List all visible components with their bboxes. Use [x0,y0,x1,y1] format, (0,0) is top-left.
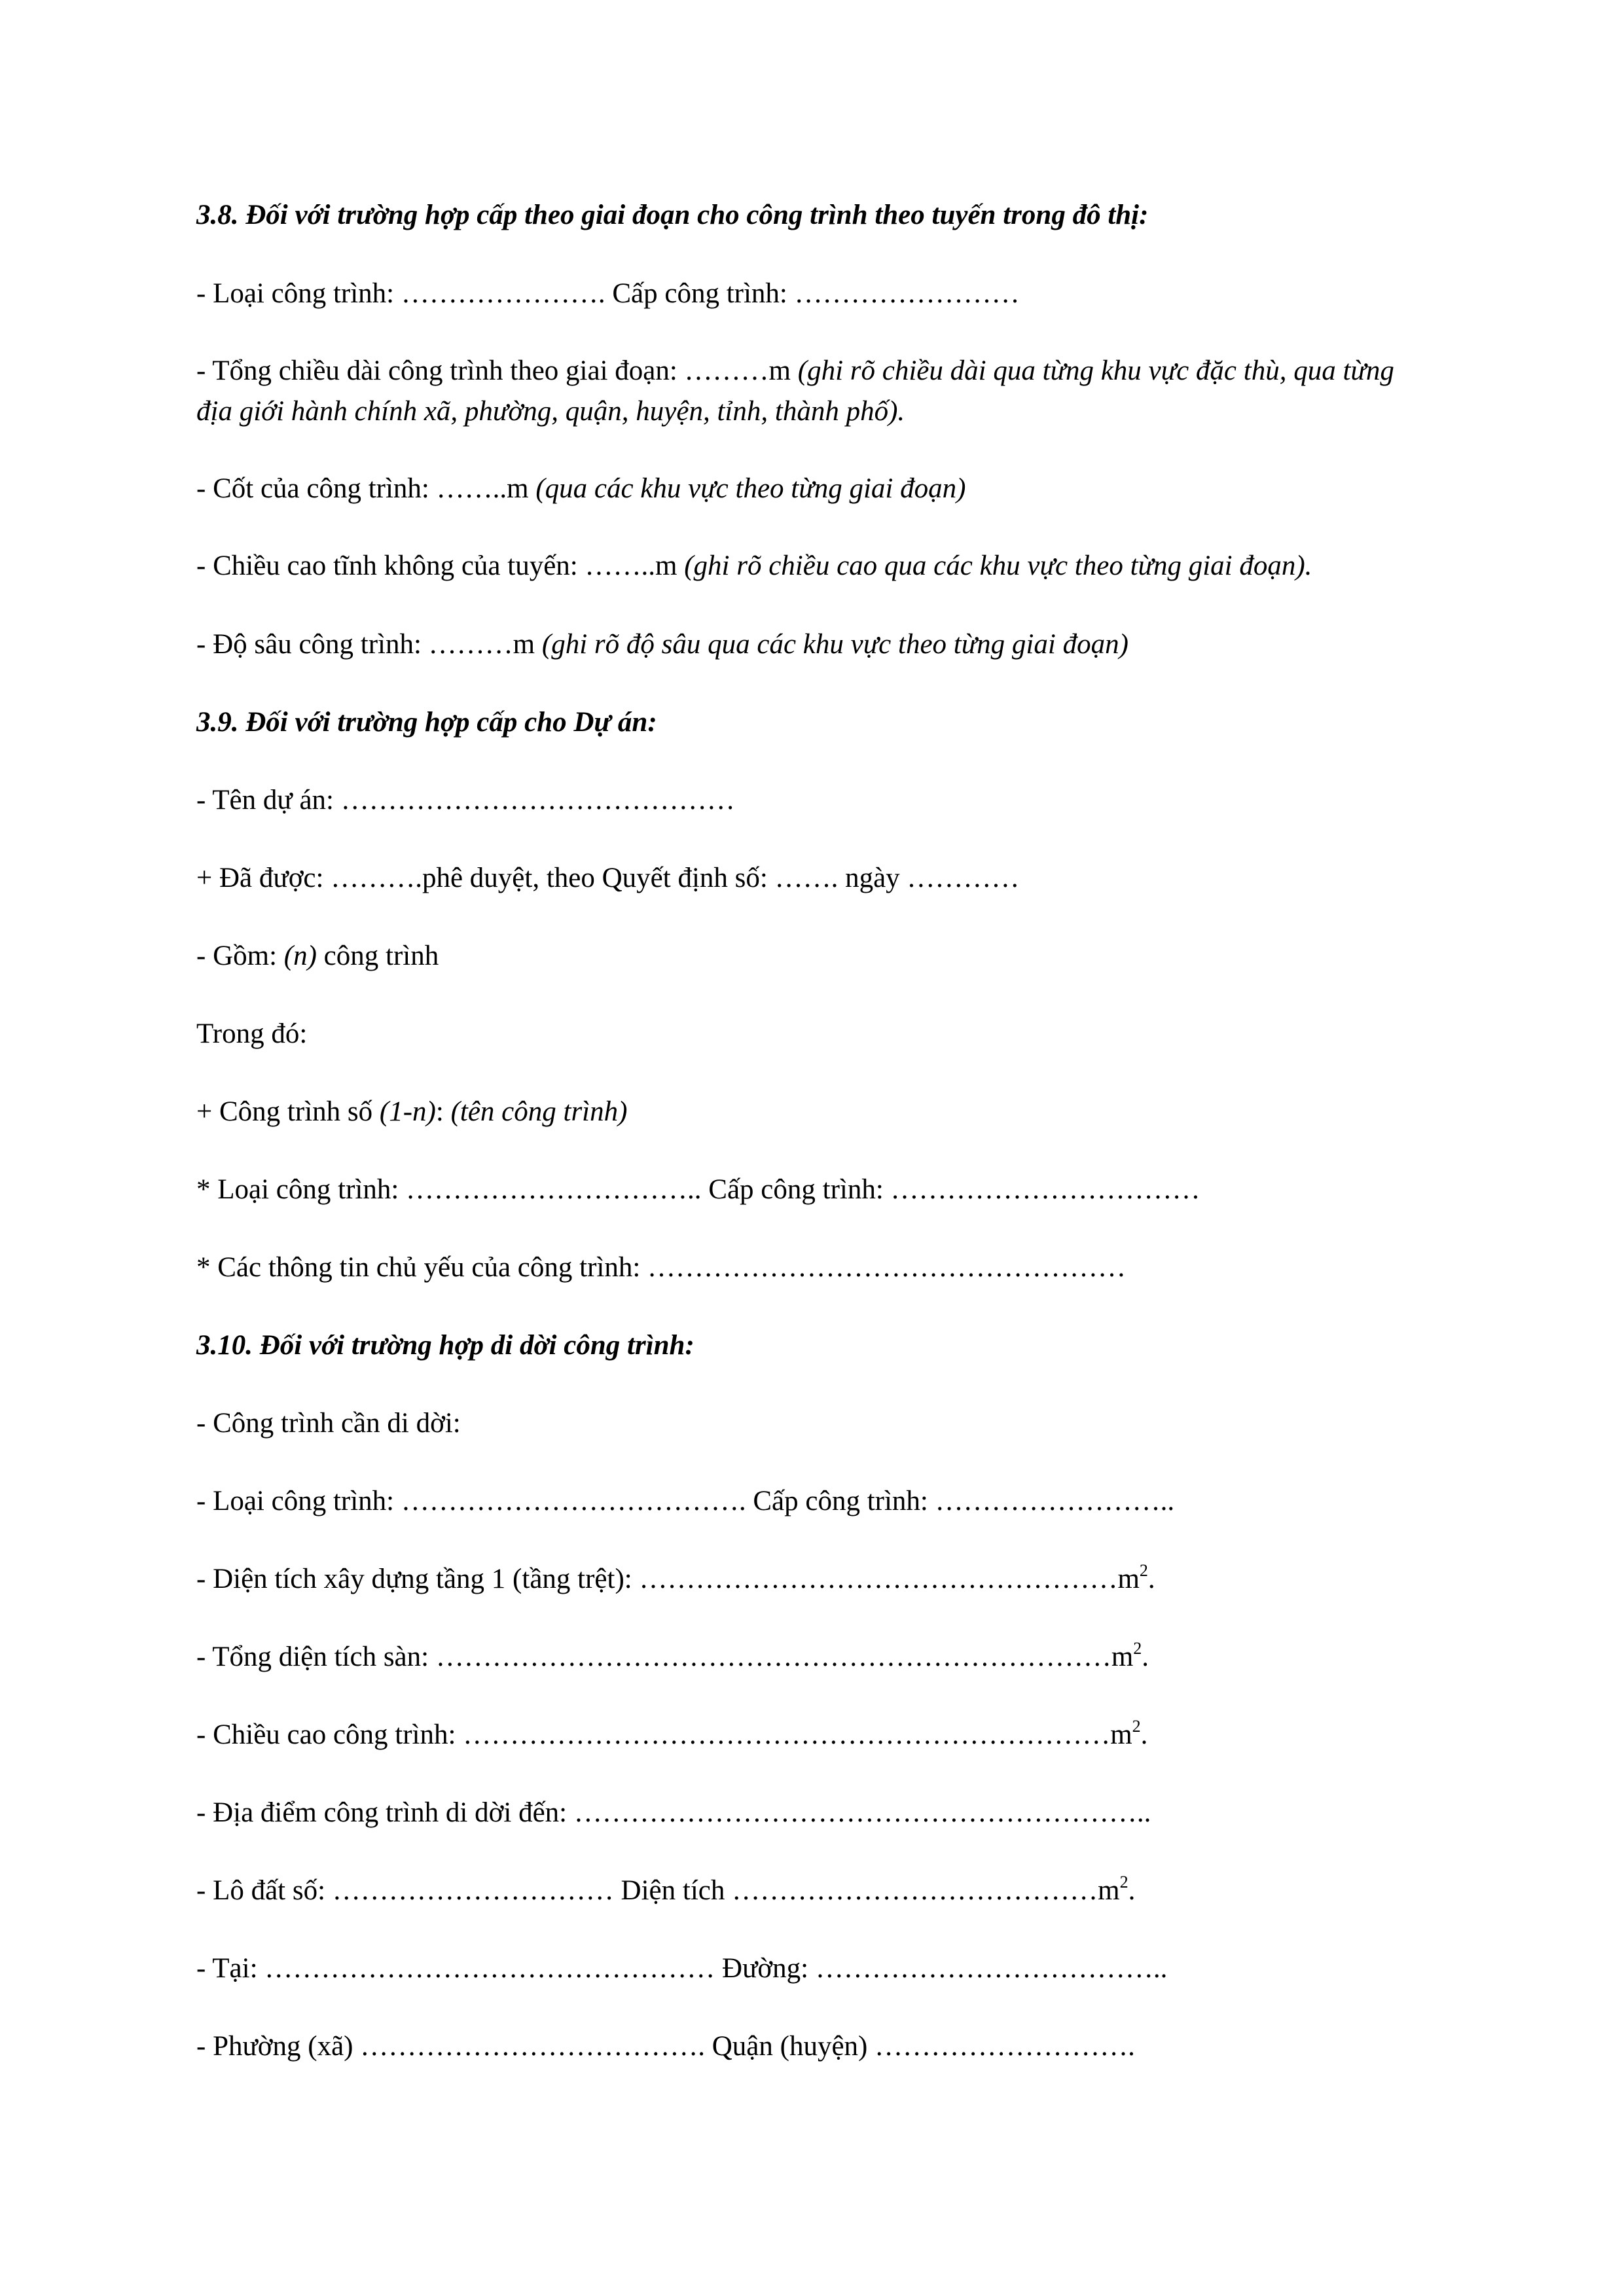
s39-ct-so-name: (tên công trình) [450,1096,628,1127]
s38-chieu-cao-text: - Chiều cao tĩnh không của tuyến: ……..m [196,550,685,581]
s39-gom-n: (n) [283,941,317,971]
period: . [1140,1719,1148,1750]
s310-tong-dt-san-text: - Tổng diện tích sàn: ………………………………………………………………m [196,1641,1134,1672]
s39-trong-do-line: Trong đó: [196,1018,308,1049]
s310-loai-cap-line: - Loại công trình: ………………………………. Cấp công trình: …………………….. [196,1486,1175,1516]
s38-cot-note: (qua các khu vực theo từng giai đoạn) [535,473,966,504]
s310-lo-dat-text: - Lô đất số: ………………………… Diện tích …………………………………m [196,1875,1120,1906]
s38-chieu-cao-line [196,546,1312,586]
period: . [1142,1641,1149,1672]
superscript-2: 2 [1132,1717,1141,1736]
s38-chieu-cao-note: (ghi rõ chiều cao qua các khu vực theo từng giai đoạn). [684,550,1312,581]
s39-ten-du-an-line: - Tên dự án: …………………………………… [196,785,735,816]
superscript-2: 2 [1139,1561,1148,1580]
s38-chieu-dai-note: (ghi rõ chiều dài qua từng khu vực đặc thù, qua từng địa giới hành chính xã, phường, quận, huyện, tỉnh, thành phố). [196,355,1394,427]
s310-dien-tich-xd-text: - Diện tích xây dựng tầng 1 (tầng trệt): ……………………………………………m [196,1564,1140,1594]
heading-3-8: 3.8. Đối với trường hợp cấp theo giai đoạn cho công trình theo tuyến trong đô thị: [196,200,1149,230]
s39-gom-pre: - Gồm: [196,941,284,971]
s38-cot-line [196,469,965,509]
s38-chieu-dai-line [196,351,1427,432]
s310-tong-dt-san-line [196,1637,1149,1677]
s39-gom-post: công trình [316,941,439,971]
s39-ct-so-colon: : [435,1096,451,1127]
s38-cot-text: - Cốt của công trình: ……..m [196,473,536,504]
s39-thong-tin-line: * Các thông tin chủ yếu của công trình: …………………………………………… [196,1252,1127,1283]
period: . [1128,1875,1136,1906]
s310-phuong-quan-line: - Phường (xã) ………………………………. Quận (huyện) ………………………. [196,2031,1135,2062]
heading-3-10: 3.10. Đối với trường hợp di dời công trình: [196,1330,695,1361]
s39-ct-so-idx: (1-n) [379,1096,436,1127]
s39-loai-cap-line: * Loại công trình: ………………………….. Cấp công trình: …………………………… [196,1174,1200,1205]
s38-do-sau-note: (ghi rõ độ sâu qua các khu vực theo từng giai đoạn) [541,629,1128,660]
s38-do-sau-line [196,624,1128,665]
s38-do-sau-text: - Độ sâu công trình: ………m [196,629,542,660]
s310-can-di-doi-line: - Công trình cần di dời: [196,1408,461,1439]
s310-chieu-cao-text: - Chiều cao công trình: ……………………………………………………………m [196,1719,1132,1750]
s38-chieu-dai-text: - Tổng chiều dài công trình theo giai đoạn: ………m [196,355,798,386]
superscript-2: 2 [1119,1873,1128,1892]
period: . [1147,1564,1155,1594]
s39-gom-line [196,936,439,977]
s39-da-duoc-line: + Đã được: ……….phê duyệt, theo Quyết định số: ……. ngày ………… [196,863,1020,893]
superscript-2: 2 [1133,1639,1142,1658]
s38-loai-cap-line: - Loại công trình: …………………. Cấp công trình: …………………… [196,278,1020,309]
s39-cong-trinh-so-line [196,1092,627,1132]
s310-tai-duong-line: - Tại: ………………………………………… Đường: ……………………………….. [196,1953,1168,1984]
s310-dien-tich-xd-line [196,1559,1155,1600]
heading-3-9: 3.9. Đối với trường hợp cấp cho Dự án: [196,707,657,738]
s310-chieu-cao-line [196,1715,1147,1755]
s310-dia-diem-line: - Địa điểm công trình di dời đến: …………………………………………………….. [196,1797,1151,1828]
s310-lo-dat-line [196,1871,1135,1911]
s39-ct-so-pre: + Công trình số [196,1096,380,1127]
